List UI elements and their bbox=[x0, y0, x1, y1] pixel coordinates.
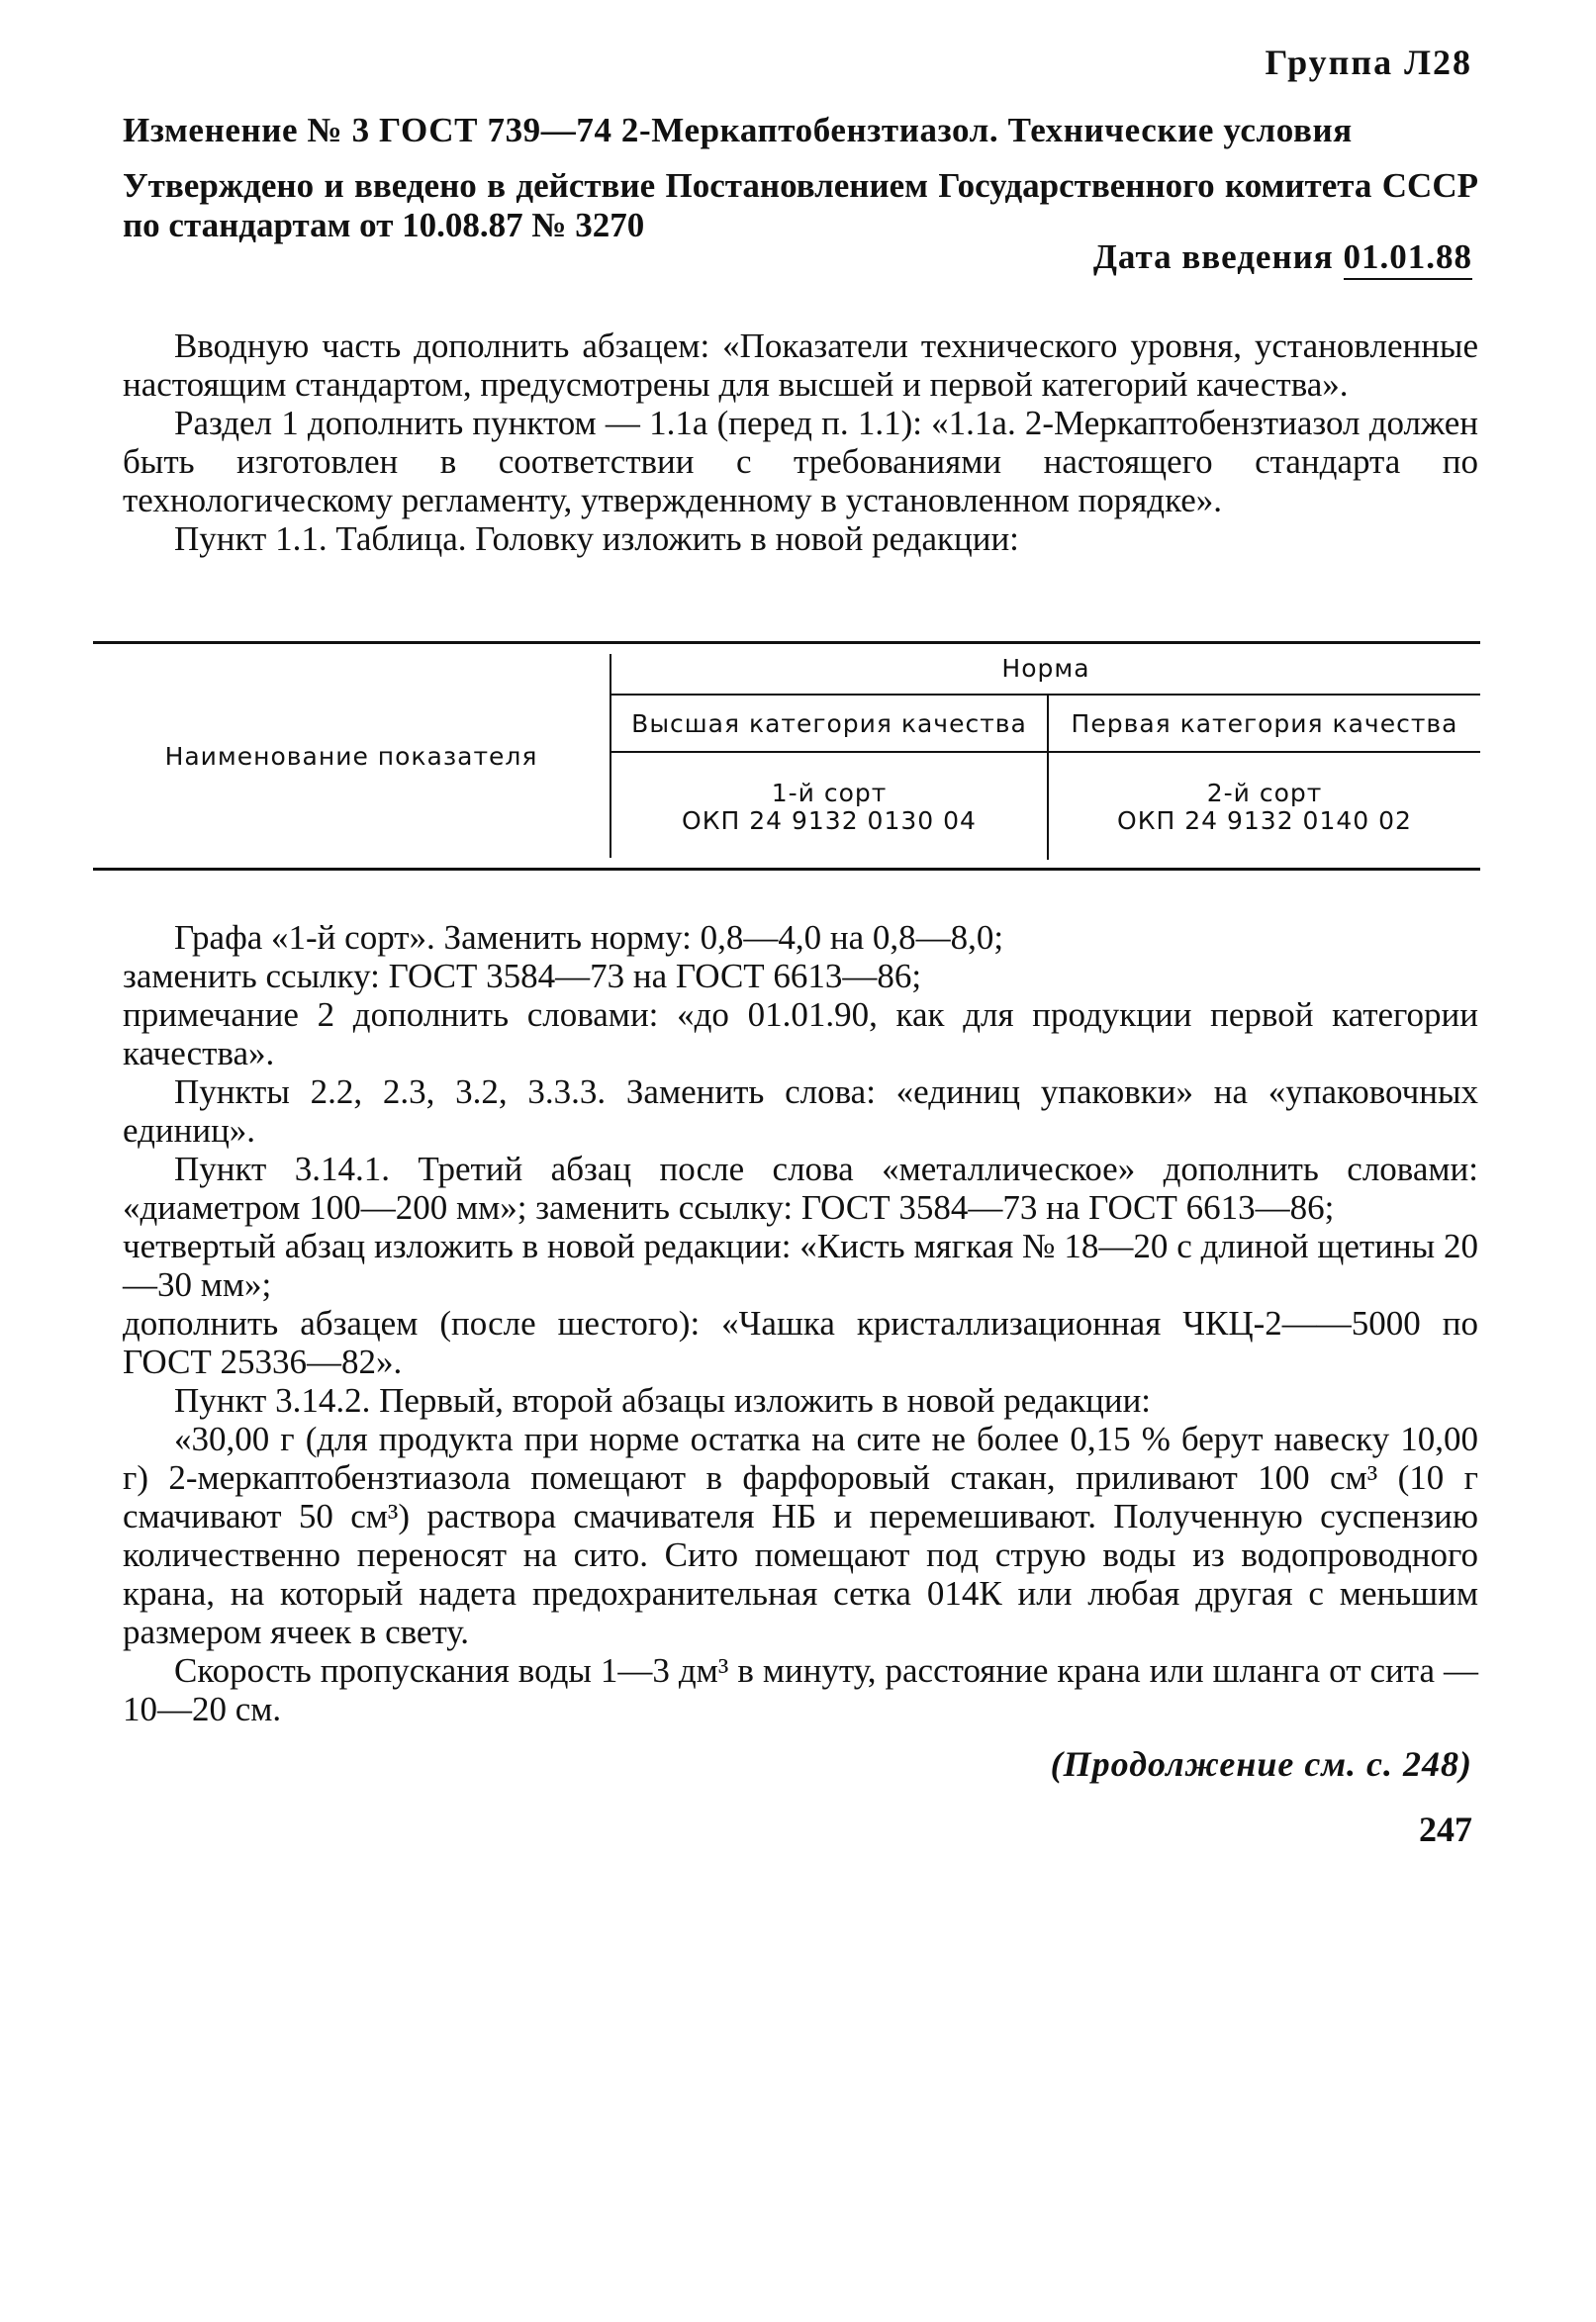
paragraph: Пункт 3.14.1. Третий абзац после слова «металлическое» дополнить словами: «диаметром 100—200 мм»; заменить ссылку: ГОСТ 3584—73 на ГОСТ 6613—86; bbox=[123, 1150, 1478, 1227]
table-grade-2-cell bbox=[1049, 755, 1480, 860]
paragraph: Пункт 3.14.2. Первый, второй абзацы изложить в новой редакции: bbox=[174, 1381, 1152, 1420]
paragraph: Раздел 1 дополнить пунктом — 1.1а (перед п. 1.1): «1.1а. 2-Меркаптобензтиазол должен быть изготовлен в соответствии с требованиями настоящего стандарта по технологическому регламенту, утвержденному в установленном порядке». bbox=[123, 404, 1478, 519]
paragraph: Пункты 2.2, 2.3, 3.2, 3.3.3. Заменить слова: «единиц упаковки» на «упаковочных единиц». bbox=[123, 1072, 1478, 1150]
table-grade-1: 1-й сорт bbox=[771, 779, 888, 807]
paragraph: Скорость пропускания воды 1—3 дм³ в минуту, расстояние крана или шланга от сита — 10—20 см. bbox=[123, 1651, 1478, 1728]
paragraph: дополнить абзацем (после шестого): «Чашка кристаллизационная ЧКЦ-2——5000 по ГОСТ 25336—82». bbox=[123, 1304, 1478, 1381]
change-title: Изменение № 3 ГОСТ 739—74 2-Меркаптобензтиазол. Технические условия bbox=[123, 111, 1353, 149]
paragraph: Пункт 1.1. Таблица. Головку изложить в новой редакции: bbox=[174, 519, 1019, 558]
table-okp-1: ОКП 24 9132 0130 04 bbox=[682, 806, 977, 835]
table-grade-2: 2-й сорт bbox=[1206, 779, 1323, 807]
table-name-header: Наименование показателя bbox=[164, 741, 538, 771]
text-block-before-table bbox=[123, 326, 1478, 558]
table-header bbox=[93, 641, 1480, 871]
table-category-1: Высшая категория качества bbox=[631, 708, 1027, 738]
approval-statement: Утверждено и введено в действие Постановлением Государственного комитета СССР по стандартам от 10.08.87 № 3270 bbox=[123, 166, 1478, 244]
table-grade-1-cell bbox=[611, 755, 1047, 860]
paragraph: Вводную часть дополнить абзацем: «Показатели технического уровня, установленные настоящим стандартом, предусмотрены для высшей и первой категорий качества». bbox=[123, 326, 1478, 404]
effective-date-value: 01.01.88 bbox=[1344, 237, 1473, 280]
table-divider bbox=[611, 751, 1480, 753]
table-okp-2: ОКП 24 9132 0140 02 bbox=[1117, 806, 1412, 835]
paragraph: четвертый абзац изложить в новой редакции: «Кисть мягкая № 18—20 с длиной щетины 20—30 мм»; bbox=[123, 1227, 1478, 1304]
group-code: Группа Л28 bbox=[1265, 43, 1472, 82]
page-number: 247 bbox=[1419, 1810, 1472, 1849]
paragraph: «30,00 г (для продукта при норме остатка на сите не более 0,15 % берут навеску 10,00 г) 2-меркаптобензтиазола помещают в фарфоровый стакан, приливают 100 см³ (10 г смачивают 50 см³) раствора смачивателя НБ и перемешивают. Полученную суспензию количественно переносят на сито. Сито помещают под струю воды из водопроводного крана, на который надета предохранительная сетка 014К или любая другая с меньшим размером ячеек в свету. bbox=[123, 1420, 1478, 1651]
continuation-note: (Продолжение см. с. 248) bbox=[1050, 1744, 1472, 1784]
paragraph: примечание 2 дополнить словами: «до 01.01.90, как для продукции первой категории качества». bbox=[123, 995, 1478, 1072]
paragraph: Графа «1-й сорт». Заменить норму: 0,8—4,0 на 0,8—8,0; bbox=[174, 918, 1004, 957]
effective-date-label: Дата введения bbox=[1092, 237, 1334, 276]
paragraph: заменить ссылку: ГОСТ 3584—73 на ГОСТ 6613—86; bbox=[123, 957, 922, 995]
text-block-after-table bbox=[123, 918, 1478, 1728]
effective-date bbox=[1093, 237, 1472, 277]
table-norma-header: Норма bbox=[1001, 653, 1090, 683]
table-category-2: Первая категория качества bbox=[1071, 708, 1458, 738]
